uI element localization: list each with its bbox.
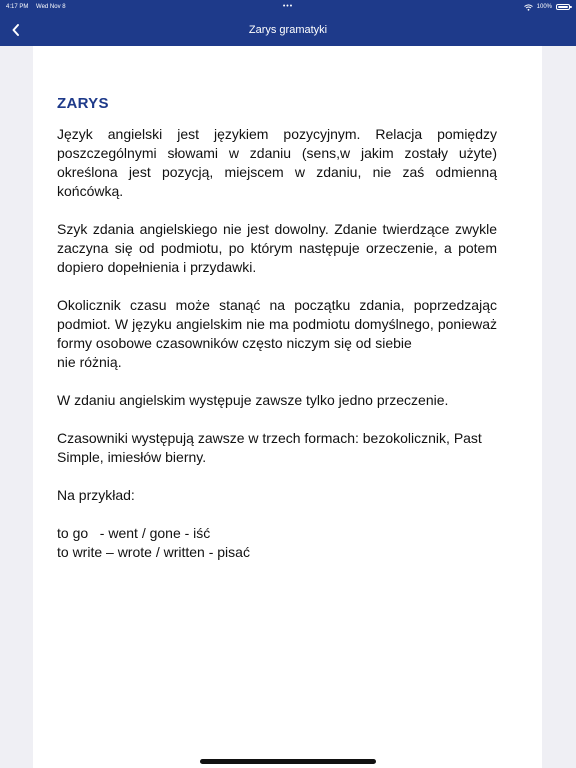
battery-icon xyxy=(556,4,570,10)
paragraph-1: Język angielski jest językiem pozycyjnym. Relacja pomiędzy poszczególnymi słowami w zdaniu (sens,w jakim zostały użyte) określona jest pozycją, miejscem w zdaniu, nie zaś odmienną końcówką. xyxy=(57,126,497,199)
content-card xyxy=(33,46,542,768)
multitasking-dots-icon[interactable]: ••• xyxy=(282,3,294,10)
paragraph-3 xyxy=(57,296,497,372)
page-title: Zarys gramatyki xyxy=(248,24,328,36)
example-line-2: to write – wrote / written - pisać xyxy=(57,544,250,560)
paragraph-5: Czasowniki występują zawsze w trzech formach: bezokolicznik, Past Simple, imiesłów bierny. xyxy=(57,430,482,465)
example-line-1: to go - went / gone - iść xyxy=(57,525,211,541)
battery-percent: 100% xyxy=(536,4,552,10)
status-bar xyxy=(0,0,576,14)
paragraph-6: Na przykład: xyxy=(57,487,135,503)
wifi-icon xyxy=(524,4,533,11)
status-right xyxy=(524,0,570,14)
home-indicator[interactable] xyxy=(200,759,376,764)
paragraph-2: Szyk zdania angielskiego nie jest dowolny. Zdanie twierdzące zwykle zaczyna się od podmiotu, po którym następuje orzeczenie, a potem dopiero dopełnienia i przydawki. xyxy=(57,221,497,275)
status-date: Wed Nov 8 xyxy=(36,4,66,10)
paragraph-3-main: Okolicznik czasu może stanąć na początku zdania, poprzedzając podmiot. W języku angielskim nie ma podmiotu domyślnego, ponieważ formy osobowe czasowników często niczym się od siebie xyxy=(57,297,497,351)
section-heading: ZARYS xyxy=(57,95,109,112)
navigation-bar xyxy=(0,14,576,46)
status-time: 4:17 PM xyxy=(6,4,29,10)
status-time-date xyxy=(6,0,66,14)
paragraph-4: W zdaniu angielskim występuje zawsze tylko jedno przeczenie. xyxy=(57,392,449,408)
paragraph-3-end: nie różnią. xyxy=(57,354,122,370)
document-body xyxy=(57,94,497,562)
